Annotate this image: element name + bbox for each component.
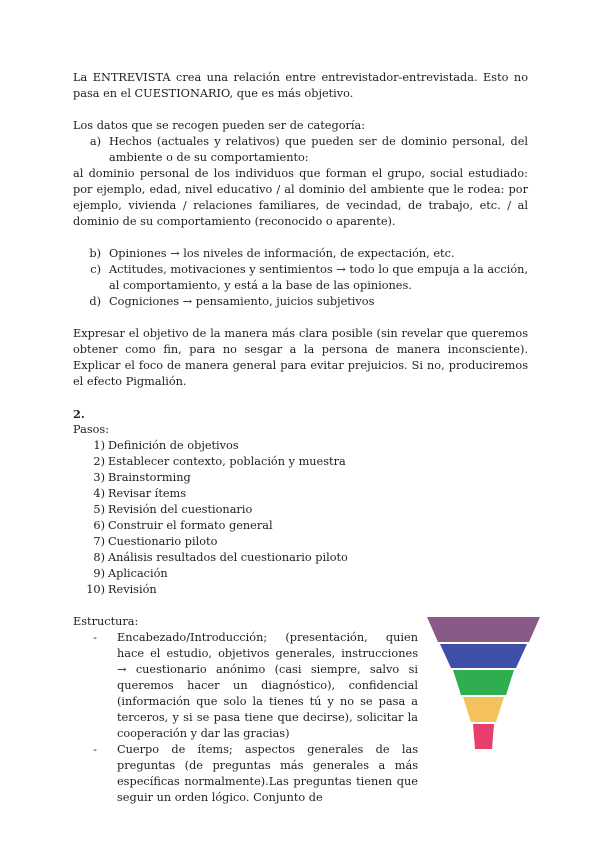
- step-text: Revisar ítems: [108, 487, 187, 500]
- step-text: Análisis resultados del cuestionario piloto: [108, 551, 348, 564]
- step-text: Brainstorming: [108, 471, 191, 484]
- step-item: [73, 534, 528, 550]
- step-marker: 1): [93, 439, 105, 452]
- step-item: [73, 438, 528, 454]
- structure-label: Estructura:: [73, 615, 139, 628]
- step-text: Establecer contexto, población y muestra: [108, 455, 346, 468]
- intro-paragraph: La ENTREVISTA crea una relación entre entrevistador-entrevistada. Esto no pasa en el CUESTIONARIO, que es más objetivo.: [73, 71, 528, 100]
- steps-label: Pasos:: [73, 423, 110, 436]
- funnel-level-4: [463, 697, 504, 722]
- list-text: Cogniciones → pensamiento, juicios subjetivos: [109, 295, 375, 308]
- list-marker: a): [89, 135, 101, 148]
- funnel-level-5: [473, 724, 494, 749]
- list-text: Opiniones → los niveles de información, de expectación, etc.: [109, 247, 455, 260]
- step-marker: 6): [93, 519, 105, 532]
- list-text: Hechos (actuales y relativos) que pueden ser de dominio personal, del ambiente o de su comportamiento:: [109, 135, 528, 164]
- step-marker: 5): [93, 503, 105, 516]
- list-item: [73, 246, 528, 262]
- step-marker: 10): [86, 583, 105, 596]
- step-marker: 7): [93, 535, 105, 548]
- step-text: Aplicación: [108, 567, 168, 580]
- dash-marker: -: [93, 631, 97, 644]
- step-text: Cuestionario piloto: [108, 535, 218, 548]
- structure-text: Cuerpo de ítems; aspectos generales de las preguntas (de preguntas más generales a más específicas normalmente).Las preguntas tienen que seguir un orden lógico. Conjunto de: [117, 743, 418, 804]
- step-item: [73, 566, 528, 582]
- objective-paragraph: Expresar el objetivo de la manera más clara posible (sin revelar que queremos obtener como fin, para no sesgar a la persona de manera inconsciente). Explicar el foco de manera general para evitar prejuicios. Si no, produciremos el efecto Pigmalión.: [73, 327, 528, 388]
- section-heading: 2.: [73, 407, 85, 421]
- step-item: [73, 550, 528, 566]
- step-item: [73, 502, 528, 518]
- structure-item: [73, 742, 528, 806]
- list-item: [73, 294, 528, 310]
- list-item: [73, 262, 528, 294]
- step-text: Revisión del cuestionario: [108, 503, 253, 516]
- step-marker: 9): [93, 567, 105, 580]
- funnel-level-3: [453, 670, 514, 695]
- funnel-diagram: [427, 617, 540, 749]
- step-marker: 3): [93, 471, 105, 484]
- structure-text: Encabezado/Introducción; (presentación, quien hace el estudio, objetivos generales, instrucciones → cuestionario anónimo (casi siempre, salvo si queremos hacer un diagnóstico), confidencial (información que solo la tienes tú y no se pasa a terceros, y si se pasa tiene que decirse), solicitar la cooperación y dar las gracias): [117, 631, 418, 740]
- step-item: [73, 470, 528, 486]
- step-item: [73, 486, 528, 502]
- data-detail-paragraph: al dominio personal de los individuos que forman el grupo, social estudiado: por ejemplo, edad, nivel educativo / al dominio del ambiente que le rodea: por ejemplo, vivienda / relaciones familiares, de vecindad, de trabajo, etc. / al dominio de su comportamiento (reconocido o aparente).: [73, 167, 528, 228]
- step-text: Revisión: [108, 583, 157, 596]
- list-marker: d): [89, 295, 101, 308]
- step-text: Construir el formato general: [108, 519, 273, 532]
- step-item: [73, 518, 528, 534]
- dash-marker: -: [93, 743, 97, 756]
- step-item: [73, 582, 528, 598]
- funnel-level-1: [427, 617, 540, 642]
- step-text: Definición de objetivos: [108, 439, 239, 452]
- data-intro: Los datos que se recogen pueden ser de categoría:: [73, 119, 366, 132]
- list-marker: c): [90, 263, 101, 276]
- list-item: [73, 134, 528, 166]
- list-text: Actitudes, motivaciones y sentimientos → todo lo que empuja a la acción, al comportamiento, y está a la base de las opiniones.: [109, 263, 528, 292]
- step-marker: 8): [93, 551, 105, 564]
- step-marker: 2): [93, 455, 105, 468]
- funnel-level-2: [440, 644, 527, 668]
- step-marker: 4): [93, 487, 105, 500]
- step-item: [73, 454, 528, 470]
- list-marker: b): [89, 247, 101, 260]
